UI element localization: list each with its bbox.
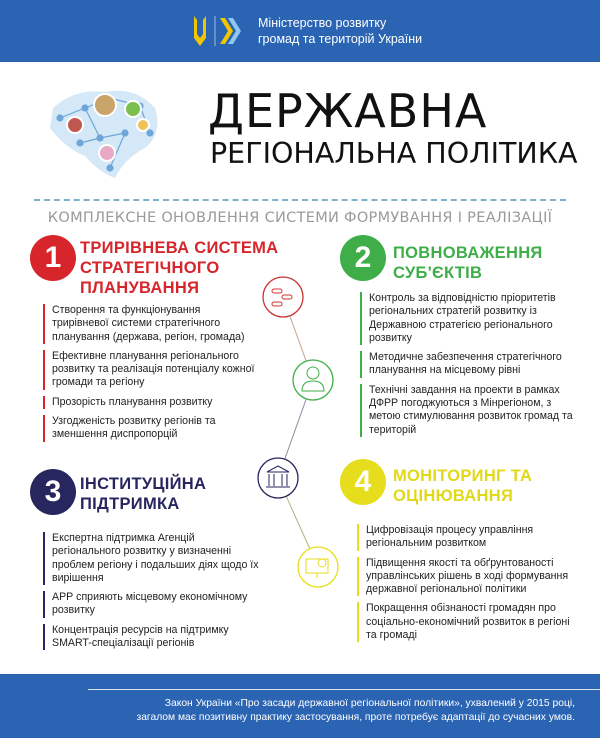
footer-note-line1: Закон України «Про засади державної регіональної політики», ухвалений у 2015 році, (164, 698, 575, 709)
ministry-logo (188, 12, 248, 50)
page-subtitle: КОМПЛЕКСНЕ ОНОВЛЕННЯ СИСТЕМИ ФОРМУВАННЯ І РЕАЛІЗАЦІЇ (47, 210, 553, 226)
timeline-connector (250, 265, 350, 605)
section-3-title-line: ІНСТИТУЦІЙНА (80, 475, 207, 493)
section-2-title (393, 243, 543, 283)
section-2-title-line: ПОВНОВАЖЕННЯ (393, 244, 543, 262)
section-1-title (80, 238, 278, 298)
section-3-title-line: ПІДТРИМКА (80, 495, 180, 513)
list-item: АРР сприяють місцевому економічному розвитку (43, 591, 263, 618)
ministry-name (258, 15, 422, 47)
list-item: Технічні завдання на проекти в рамках ДФРР погоджуються з Мінрегіоном, з метою стимулювання розвиток громад та територій (360, 384, 585, 437)
list-item: Методичне забезпечення стратегічного планування на місцевому рівні (360, 351, 585, 378)
list-item: Підвищення якості та обґрунтованості управлінських рішень в ході формування державної регіональної політики (357, 557, 582, 597)
section-3-title (80, 474, 206, 514)
list-item: Концентрація ресурсів на підтримку SMART-спеціалізації регіонів (43, 624, 263, 651)
list-item: Експертна підтримка Агенцій регіонального розвитку у визначенні проблем регіону і подальших діях щодо їх вирішення (43, 532, 263, 585)
list-item: Покращення обізнаності громадян про соціально-економічний розвиток в регіоні та громаді (357, 602, 582, 642)
section-3-list (43, 532, 263, 656)
section-2-number: 2 (340, 235, 386, 281)
section-1-title-line: ПЛАНУВАННЯ (80, 279, 200, 297)
monitoring-screen-icon (298, 547, 338, 587)
list-item: Узгодженість розвитку регіонів та зменшення диспропорцій (43, 415, 258, 442)
section-1-list (43, 304, 258, 448)
ministry-name-line1: Міністерство розвитку (258, 16, 387, 30)
list-item: Ефективне планування регіонального розвитку та реалізація потенціалу кожної громади та регіону (43, 350, 258, 390)
page-title-line1: ДЕРЖАВНА (208, 84, 488, 138)
ukraine-network-map-icon (45, 78, 165, 188)
footer-note (136, 697, 575, 725)
ministry-name-line2: громад та територій України (258, 32, 423, 46)
divider (34, 199, 566, 201)
footer-note-line2: загалом має позитивну практику застосування, проте потребує адаптації до сучасних умов. (136, 712, 575, 723)
list-item: Контроль за відповідністю пріоритетів регіональних стратегій розвитку із Державною стратегією регіонального розвитку (360, 292, 585, 345)
government-building-icon (258, 458, 298, 498)
section-2-list (360, 292, 585, 443)
section-4-title-line: ОЦІНЮВАННЯ (393, 487, 514, 505)
section-1-title-line: СТРАТЕГІЧНОГО (80, 259, 220, 277)
list-item: Прозорість планування розвитку (43, 396, 258, 409)
list-item: Створення та функціонування трирівневої системи стратегічного планування (держава, регіон, громада) (43, 304, 258, 344)
page-title-line2: РЕГІОНАЛЬНА ПОЛІТИКА (210, 137, 578, 170)
section-3-number: 3 (30, 469, 76, 515)
section-4-number: 4 (340, 459, 386, 505)
section-1-title-line: ТРИРІВНЕВА СИСТЕМА (80, 239, 279, 257)
section-2-title-line: СУБ'ЄКТІВ (393, 264, 483, 282)
official-person-icon (293, 360, 333, 400)
section-4-list (357, 524, 582, 648)
list-item: Цифровізація процесу управління регіональним розвитком (357, 524, 582, 551)
footer-divider (88, 689, 600, 690)
section-4-title-line: МОНІТОРИНГ ТА (393, 467, 533, 485)
section-1-number: 1 (30, 235, 76, 281)
section-4-title (393, 466, 532, 506)
